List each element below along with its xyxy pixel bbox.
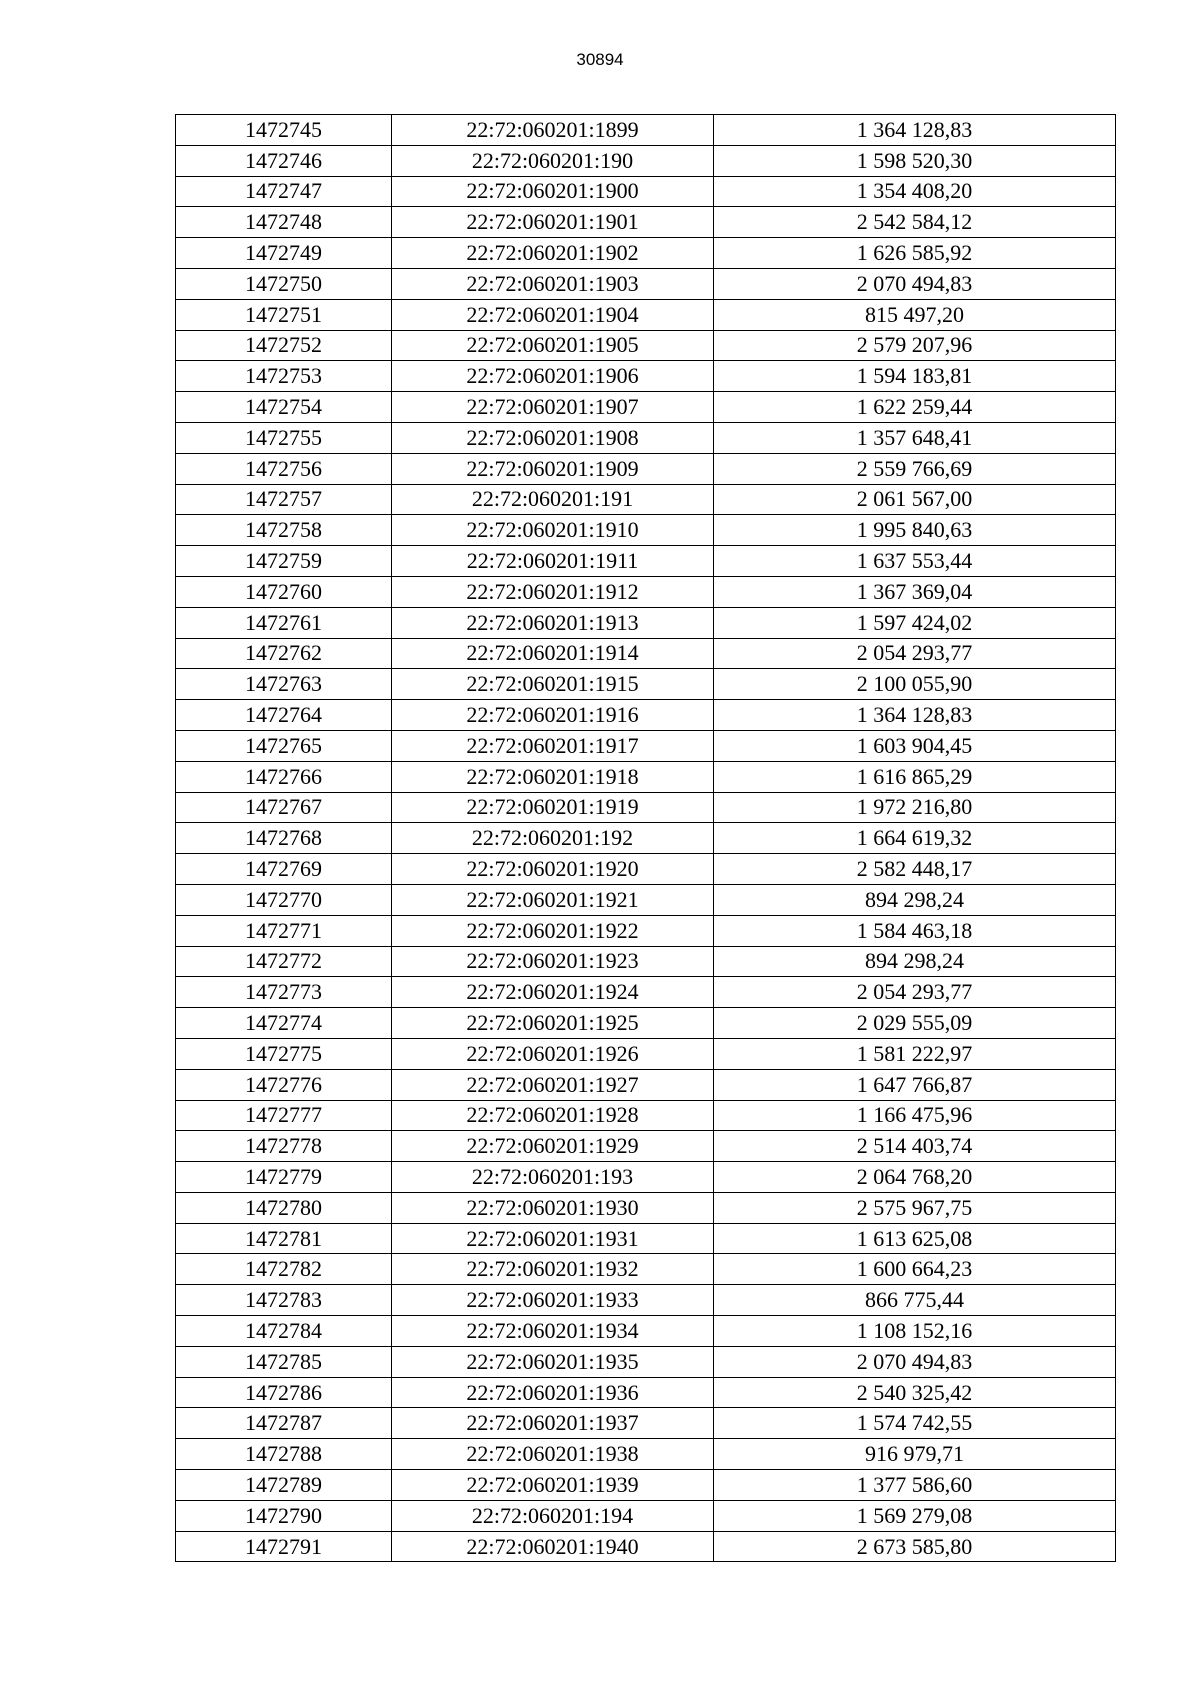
table-row: [176, 823, 1116, 854]
cadastral-number-cell: 22:72:060201:1933: [392, 1285, 714, 1316]
cadastral-value-cell: 1 574 742,55: [714, 1408, 1116, 1439]
cadastral-number-cell: 22:72:060201:1929: [392, 1131, 714, 1162]
cadastral-number-cell: 22:72:060201:1937: [392, 1408, 714, 1439]
cadastral-value-cell: 1 597 424,02: [714, 607, 1116, 638]
table-row: [176, 1223, 1116, 1254]
table-row: [176, 1100, 1116, 1131]
cadastral-number-cell: 22:72:060201:1915: [392, 669, 714, 700]
cadastral-value-cell: 1 166 475,96: [714, 1100, 1116, 1131]
cadastral-number-cell: 22:72:060201:1934: [392, 1316, 714, 1347]
cadastral-value-cell: 1 584 463,18: [714, 915, 1116, 946]
table-row: [176, 1008, 1116, 1039]
cadastral-value-cell: 866 775,44: [714, 1285, 1116, 1316]
cadastral-value-cell: 1 581 222,97: [714, 1038, 1116, 1069]
row-number-cell: 1472754: [176, 392, 392, 423]
cadastral-number-cell: 22:72:060201:1932: [392, 1254, 714, 1285]
cadastral-value-cell: 1 647 766,87: [714, 1069, 1116, 1100]
cadastral-number-cell: 22:72:060201:1940: [392, 1531, 714, 1562]
row-number-cell: 1472776: [176, 1069, 392, 1100]
table-row: [176, 1285, 1116, 1316]
row-number-cell: 1472751: [176, 299, 392, 330]
cadastral-value-cell: 1 622 259,44: [714, 392, 1116, 423]
cadastral-number-cell: 22:72:060201:1936: [392, 1377, 714, 1408]
cadastral-value-cell: 1 108 152,16: [714, 1316, 1116, 1347]
table-row: [176, 761, 1116, 792]
cadastral-value-cell: 2 064 768,20: [714, 1162, 1116, 1193]
cadastral-value-cell: 1 598 520,30: [714, 145, 1116, 176]
row-number-cell: 1472745: [176, 115, 392, 146]
cadastral-value-cell: 1 626 585,92: [714, 238, 1116, 269]
cadastral-number-cell: 22:72:060201:1922: [392, 915, 714, 946]
cadastral-number-cell: 22:72:060201:1900: [392, 176, 714, 207]
table-row: [176, 1162, 1116, 1193]
table-row: [176, 238, 1116, 269]
table-row: [176, 1038, 1116, 1069]
cadastral-number-cell: 22:72:060201:1908: [392, 422, 714, 453]
cadastral-value-cell: 2 542 584,12: [714, 207, 1116, 238]
table-row: [176, 1531, 1116, 1562]
table-row: [176, 1316, 1116, 1347]
cadastral-value-cell: 815 497,20: [714, 299, 1116, 330]
cadastral-number-cell: 22:72:060201:1930: [392, 1192, 714, 1223]
cadastral-value-cell: 1 357 648,41: [714, 422, 1116, 453]
table-row: [176, 546, 1116, 577]
table-row: [176, 576, 1116, 607]
table-row: [176, 392, 1116, 423]
row-number-cell: 1472773: [176, 977, 392, 1008]
row-number-cell: 1472780: [176, 1192, 392, 1223]
row-number-cell: 1472749: [176, 238, 392, 269]
row-number-cell: 1472753: [176, 361, 392, 392]
table-row: [176, 268, 1116, 299]
table-row: [176, 453, 1116, 484]
table-row: [176, 1470, 1116, 1501]
row-number-cell: 1472766: [176, 761, 392, 792]
cadastral-value-cell: 916 979,71: [714, 1439, 1116, 1470]
cadastral-value-cell: 894 298,24: [714, 884, 1116, 915]
row-number-cell: 1472791: [176, 1531, 392, 1562]
row-number-cell: 1472778: [176, 1131, 392, 1162]
cadastral-number-cell: 22:72:060201:1914: [392, 638, 714, 669]
cadastral-number-cell: 22:72:060201:1909: [392, 453, 714, 484]
cadastral-number-cell: 22:72:060201:1910: [392, 515, 714, 546]
cadastral-number-cell: 22:72:060201:1924: [392, 977, 714, 1008]
cadastral-number-cell: 22:72:060201:1916: [392, 700, 714, 731]
table-row: [176, 792, 1116, 823]
row-number-cell: 1472787: [176, 1408, 392, 1439]
row-number-cell: 1472747: [176, 176, 392, 207]
row-number-cell: 1472775: [176, 1038, 392, 1069]
table-row: [176, 299, 1116, 330]
cadastral-number-cell: 22:72:060201:1927: [392, 1069, 714, 1100]
cadastral-number-cell: 22:72:060201:191: [392, 484, 714, 515]
cadastral-value-cell: 1 377 586,60: [714, 1470, 1116, 1501]
cadastral-value-cell: 1 569 279,08: [714, 1500, 1116, 1531]
row-number-cell: 1472772: [176, 946, 392, 977]
cadastral-number-cell: 22:72:060201:1925: [392, 1008, 714, 1039]
row-number-cell: 1472782: [176, 1254, 392, 1285]
row-number-cell: 1472783: [176, 1285, 392, 1316]
table-row: [176, 1500, 1116, 1531]
cadastral-number-cell: 22:72:060201:194: [392, 1500, 714, 1531]
cadastral-number-cell: 22:72:060201:1907: [392, 392, 714, 423]
table-row: [176, 638, 1116, 669]
row-number-cell: 1472770: [176, 884, 392, 915]
row-number-cell: 1472756: [176, 453, 392, 484]
table-row: [176, 1069, 1116, 1100]
table-row: [176, 484, 1116, 515]
table-row: [176, 700, 1116, 731]
row-number-cell: 1472774: [176, 1008, 392, 1039]
cadastral-value-cell: 2 054 293,77: [714, 638, 1116, 669]
row-number-cell: 1472758: [176, 515, 392, 546]
table-row: [176, 1254, 1116, 1285]
table-row: [176, 915, 1116, 946]
cadastral-value-cell: 894 298,24: [714, 946, 1116, 977]
table-row: [176, 1131, 1116, 1162]
cadastral-number-cell: 22:72:060201:1918: [392, 761, 714, 792]
cadastral-number-cell: 22:72:060201:1926: [392, 1038, 714, 1069]
row-number-cell: 1472784: [176, 1316, 392, 1347]
cadastral-value-cell: 1 594 183,81: [714, 361, 1116, 392]
cadastral-number-cell: 22:72:060201:1913: [392, 607, 714, 638]
cadastral-number-cell: 22:72:060201:1935: [392, 1346, 714, 1377]
table-row: [176, 361, 1116, 392]
table-row: [176, 176, 1116, 207]
row-number-cell: 1472763: [176, 669, 392, 700]
cadastral-number-cell: 22:72:060201:1939: [392, 1470, 714, 1501]
cadastral-number-cell: 22:72:060201:1904: [392, 299, 714, 330]
row-number-cell: 1472761: [176, 607, 392, 638]
row-number-cell: 1472746: [176, 145, 392, 176]
cadastral-number-cell: 22:72:060201:1906: [392, 361, 714, 392]
cadastral-value-cell: 2 070 494,83: [714, 1346, 1116, 1377]
cadastral-number-cell: 22:72:060201:1938: [392, 1439, 714, 1470]
row-number-cell: 1472760: [176, 576, 392, 607]
cadastral-value-cell: 2 582 448,17: [714, 854, 1116, 885]
cadastral-number-cell: 22:72:060201:1917: [392, 730, 714, 761]
cadastral-number-cell: 22:72:060201:1911: [392, 546, 714, 577]
row-number-cell: 1472767: [176, 792, 392, 823]
cadastral-value-cell: 1 637 553,44: [714, 546, 1116, 577]
cadastral-value-cell: 2 029 555,09: [714, 1008, 1116, 1039]
row-number-cell: 1472785: [176, 1346, 392, 1377]
row-number-cell: 1472762: [176, 638, 392, 669]
cadastral-value-cell: 2 514 403,74: [714, 1131, 1116, 1162]
table-row: [176, 977, 1116, 1008]
cadastral-value-cell: 1 603 904,45: [714, 730, 1116, 761]
cadastral-value-cell: 1 995 840,63: [714, 515, 1116, 546]
cadastral-number-cell: 22:72:060201:1899: [392, 115, 714, 146]
cadastral-number-cell: 22:72:060201:1928: [392, 1100, 714, 1131]
cadastral-number-cell: 22:72:060201:1905: [392, 330, 714, 361]
row-number-cell: 1472786: [176, 1377, 392, 1408]
cadastral-value-cell: 1 367 369,04: [714, 576, 1116, 607]
cadastral-number-cell: 22:72:060201:193: [392, 1162, 714, 1193]
cadastral-value-cell: 2 054 293,77: [714, 977, 1116, 1008]
cadastral-number-cell: 22:72:060201:1923: [392, 946, 714, 977]
cadastral-number-cell: 22:72:060201:1902: [392, 238, 714, 269]
table-row: [176, 1192, 1116, 1223]
table-row: [176, 1346, 1116, 1377]
row-number-cell: 1472779: [176, 1162, 392, 1193]
row-number-cell: 1472790: [176, 1500, 392, 1531]
cadastral-number-cell: 22:72:060201:1919: [392, 792, 714, 823]
cadastral-value-cell: 1 664 619,32: [714, 823, 1116, 854]
table-row: [176, 884, 1116, 915]
row-number-cell: 1472764: [176, 700, 392, 731]
row-number-cell: 1472759: [176, 546, 392, 577]
row-number-cell: 1472788: [176, 1439, 392, 1470]
cadastral-value-cell: 2 100 055,90: [714, 669, 1116, 700]
row-number-cell: 1472757: [176, 484, 392, 515]
row-number-cell: 1472777: [176, 1100, 392, 1131]
row-number-cell: 1472769: [176, 854, 392, 885]
table-body: [176, 115, 1116, 1562]
cadastral-value-cell: 2 579 207,96: [714, 330, 1116, 361]
table-row: [176, 946, 1116, 977]
table-row: [176, 330, 1116, 361]
row-number-cell: 1472748: [176, 207, 392, 238]
cadastral-value-cell: 2 540 325,42: [714, 1377, 1116, 1408]
table-row: [176, 730, 1116, 761]
row-number-cell: 1472765: [176, 730, 392, 761]
cadastral-value-cell: 2 559 766,69: [714, 453, 1116, 484]
cadastral-number-cell: 22:72:060201:192: [392, 823, 714, 854]
table-row: [176, 115, 1116, 146]
row-number-cell: 1472781: [176, 1223, 392, 1254]
row-number-cell: 1472750: [176, 268, 392, 299]
cadastral-value-cell: 2 673 585,80: [714, 1531, 1116, 1562]
table-row: [176, 669, 1116, 700]
cadastral-number-cell: 22:72:060201:1901: [392, 207, 714, 238]
cadastral-value-cell: 1 972 216,80: [714, 792, 1116, 823]
cadastral-value-cell: 1 364 128,83: [714, 115, 1116, 146]
cadastral-number-cell: 22:72:060201:1921: [392, 884, 714, 915]
page-number: 30894: [576, 50, 624, 69]
cadastral-number-cell: 22:72:060201:1903: [392, 268, 714, 299]
table-row: [176, 207, 1116, 238]
row-number-cell: 1472789: [176, 1470, 392, 1501]
cadastral-number-cell: 22:72:060201:1931: [392, 1223, 714, 1254]
table-row: [176, 145, 1116, 176]
cadastral-value-cell: 1 613 625,08: [714, 1223, 1116, 1254]
table-row: [176, 854, 1116, 885]
cadastral-value-cell: 1 616 865,29: [714, 761, 1116, 792]
row-number-cell: 1472768: [176, 823, 392, 854]
cadastral-value-cell: 2 061 567,00: [714, 484, 1116, 515]
row-number-cell: 1472752: [176, 330, 392, 361]
table-row: [176, 515, 1116, 546]
cadastral-value-cell: 1 354 408,20: [714, 176, 1116, 207]
cadastral-value-cell: 1 364 128,83: [714, 700, 1116, 731]
row-number-cell: 1472755: [176, 422, 392, 453]
row-number-cell: 1472771: [176, 915, 392, 946]
table-row: [176, 607, 1116, 638]
cadastral-value-table: [175, 114, 1116, 1562]
cadastral-value-cell: 2 575 967,75: [714, 1192, 1116, 1223]
cadastral-value-cell: 1 600 664,23: [714, 1254, 1116, 1285]
table-row: [176, 422, 1116, 453]
table-row: [176, 1377, 1116, 1408]
cadastral-number-cell: 22:72:060201:190: [392, 145, 714, 176]
cadastral-value-cell: 2 070 494,83: [714, 268, 1116, 299]
table-row: [176, 1408, 1116, 1439]
cadastral-number-cell: 22:72:060201:1920: [392, 854, 714, 885]
cadastral-number-cell: 22:72:060201:1912: [392, 576, 714, 607]
table-row: [176, 1439, 1116, 1470]
